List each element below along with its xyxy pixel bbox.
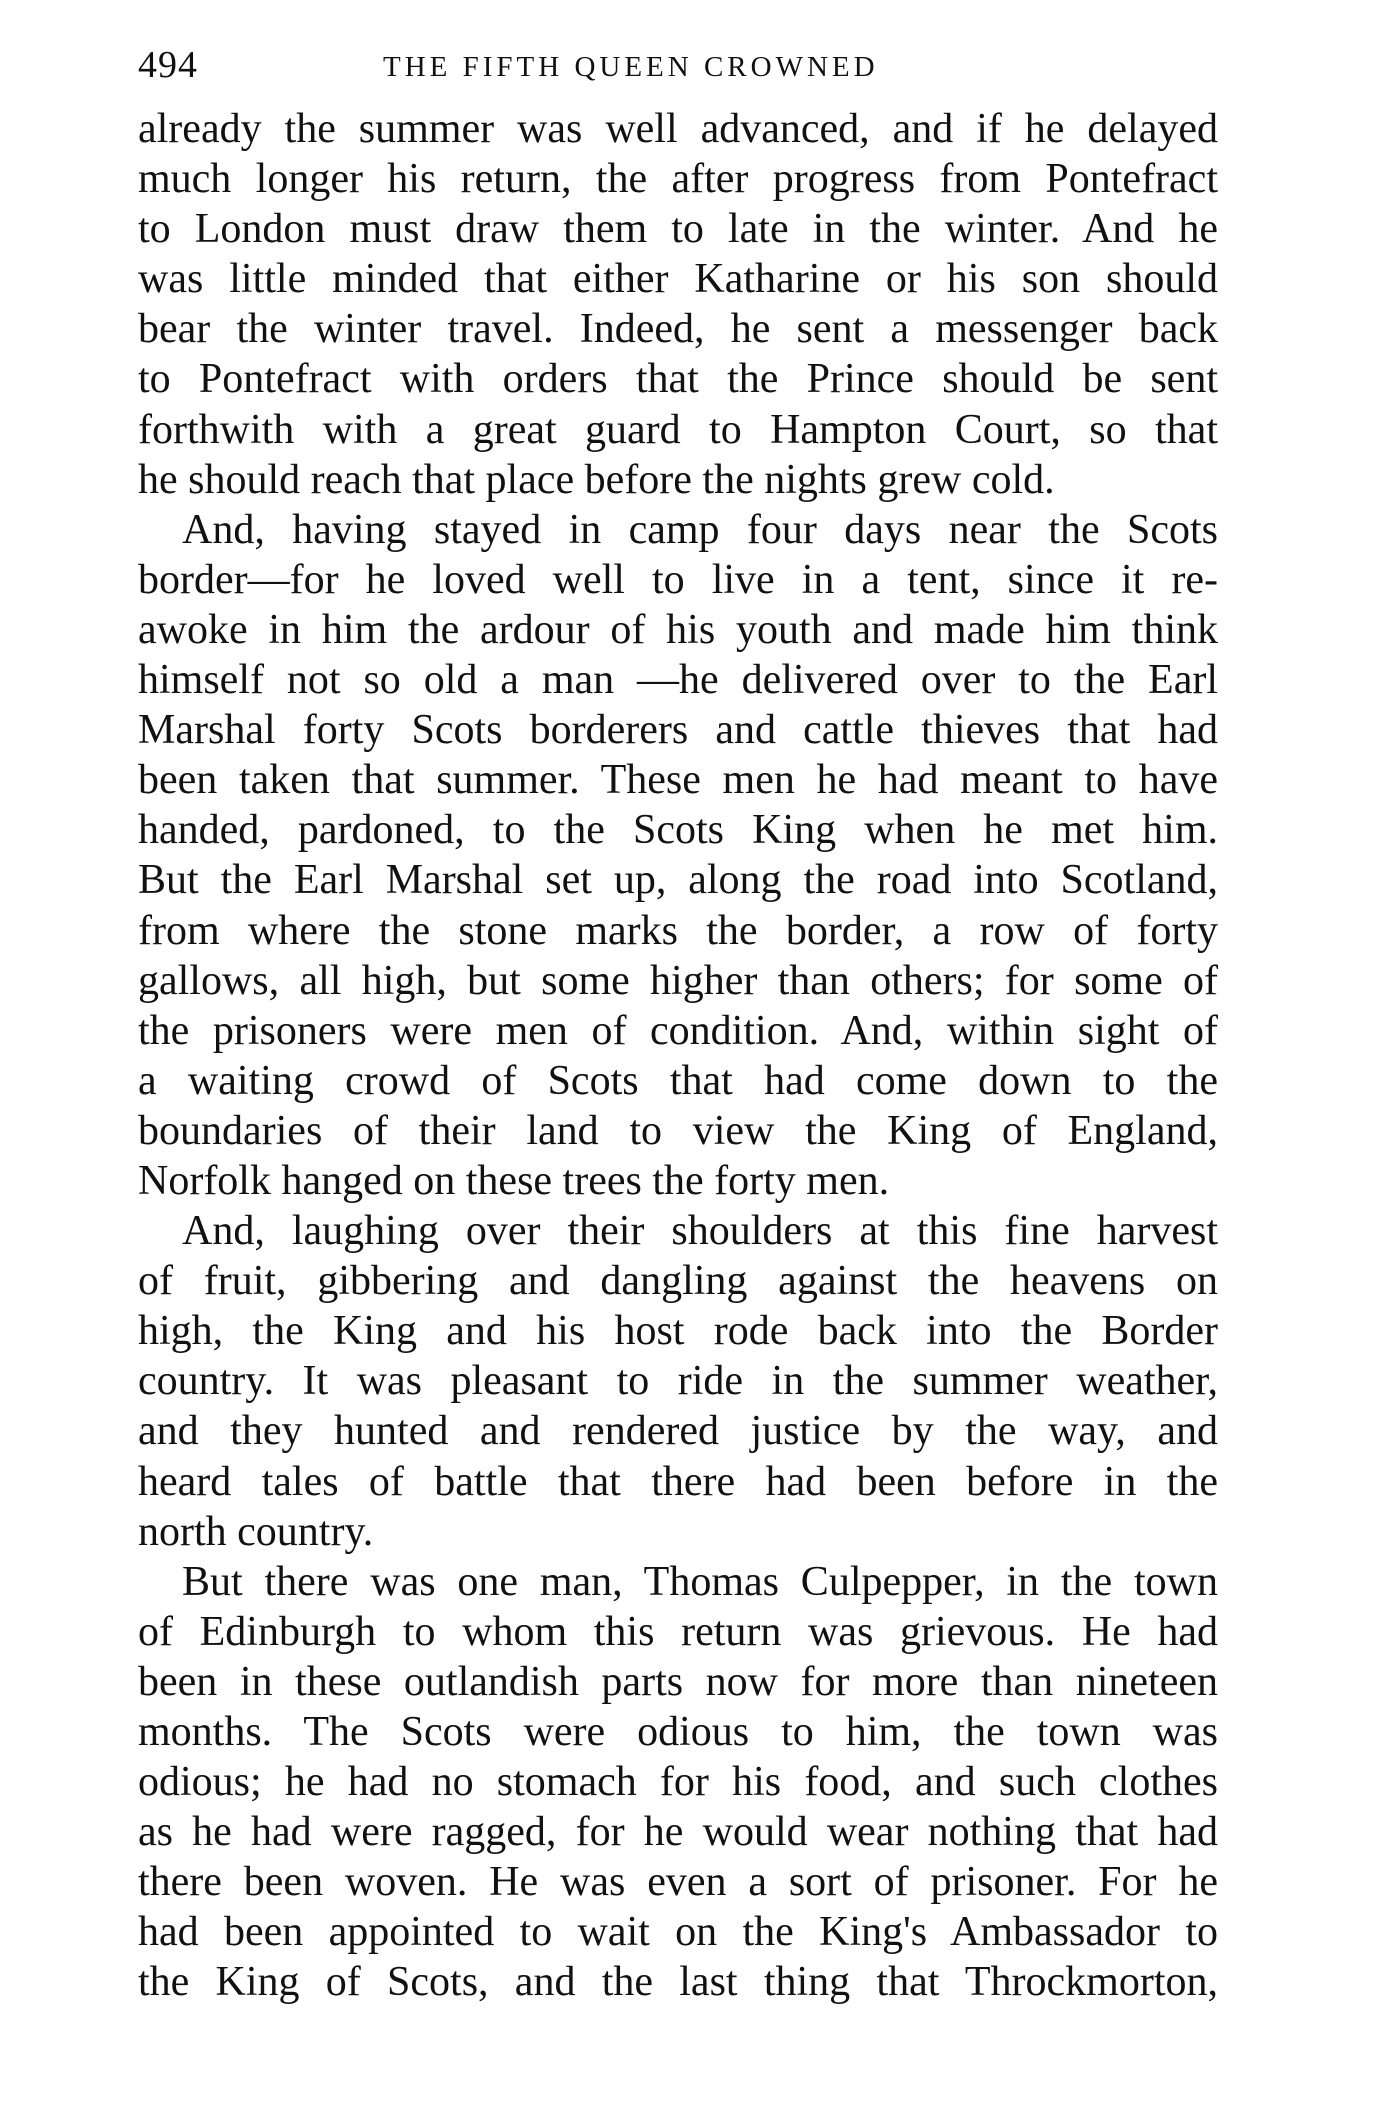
text-line: himself not so old a man —he delivered over to the Earl xyxy=(138,657,1218,704)
text-line: awoke in him the ardour of his youth and made him think xyxy=(138,606,1218,653)
text-line: was little minded that either Katharine or his son should xyxy=(138,256,1218,303)
text-line: heard tales of battle that there had been before in the xyxy=(138,1458,1218,1505)
text-line: of fruit, gibbering and dangling against the heavens on xyxy=(138,1258,1218,1305)
text-line: he should reach that place before the nights grew cold. xyxy=(138,456,1055,503)
text-line: handed, pardoned, to the Scots King when he met him. xyxy=(138,807,1218,854)
text-line: the King of Scots, and the last thing that Throckmorton, xyxy=(138,1959,1218,2006)
text-line: to London must draw them to late in the winter. And he xyxy=(138,206,1218,253)
text-line: boundaries of their land to view the King of England, xyxy=(138,1107,1218,1154)
text-line: there been woven. He was even a sort of prisoner. For he xyxy=(138,1859,1218,1906)
text-line: forthwith with a great guard to Hampton Court, so that xyxy=(138,406,1218,453)
text-line: and they hunted and rendered justice by the way, and xyxy=(138,1408,1218,1455)
text-line: to Pontefract with orders that the Prince should be sent xyxy=(138,356,1218,403)
paragraph xyxy=(138,104,1218,505)
text-line: border—for he loved well to live in a tent, since it re- xyxy=(138,556,1218,603)
text-line: much longer his return, the after progress from Pontefract xyxy=(138,156,1218,203)
paragraph xyxy=(138,1557,1218,2008)
paragraph xyxy=(138,505,1218,1206)
text-line: odious; he had no stomach for his food, and such clothes xyxy=(138,1759,1218,1806)
text-line: gallows, all high, but some higher than others; for some of xyxy=(138,957,1218,1004)
text-line: And, laughing over their shoulders at this fine harvest xyxy=(182,1208,1218,1255)
text-line: months. The Scots were odious to him, the town was xyxy=(138,1709,1218,1755)
text-line: a waiting crowd of Scots that had come down to the xyxy=(138,1057,1218,1104)
text-line: country. It was pleasant to ride in the summer weather, xyxy=(138,1358,1218,1405)
text-line: But there was one man, Thomas Culpepper, in the town xyxy=(182,1558,1218,1605)
text-line: of Edinburgh to whom this return was grievous. He had xyxy=(138,1608,1218,1655)
text-line: already the summer was well advanced, and if he delayed xyxy=(138,106,1218,152)
text-line: had been appointed to wait on the King's Ambassador to xyxy=(138,1909,1218,1956)
body-text xyxy=(138,104,1218,2008)
text-line: north country. xyxy=(138,1508,374,1555)
text-line: But the Earl Marshal set up, along the road into Scotland, xyxy=(138,857,1218,904)
running-title: THE FIFTH QUEEN CROWNED xyxy=(383,51,879,83)
text-line: as he had were ragged, for he would wear nothing that had xyxy=(138,1809,1218,1856)
text-line: high, the King and his host rode back into the Border xyxy=(138,1308,1218,1355)
running-head xyxy=(138,40,1218,90)
text-line: Norfolk hanged on these trees the forty men. xyxy=(138,1157,890,1204)
text-line: Marshal forty Scots borderers and cattle thieves that had xyxy=(138,707,1218,754)
page-number: 494 xyxy=(138,44,198,86)
text-line: from where the stone marks the border, a row of forty xyxy=(138,907,1218,954)
text-line: And, having stayed in camp four days near the Scots xyxy=(182,506,1218,553)
text-line: been taken that summer. These men he had meant to have xyxy=(138,757,1218,804)
text-line: the prisoners were men of condition. And, within sight of xyxy=(138,1007,1218,1054)
text-line: been in these outlandish parts now for more than nineteen xyxy=(138,1658,1218,1705)
paragraph xyxy=(138,1206,1218,1557)
text-line: bear the winter travel. Indeed, he sent a messenger back xyxy=(138,306,1218,353)
